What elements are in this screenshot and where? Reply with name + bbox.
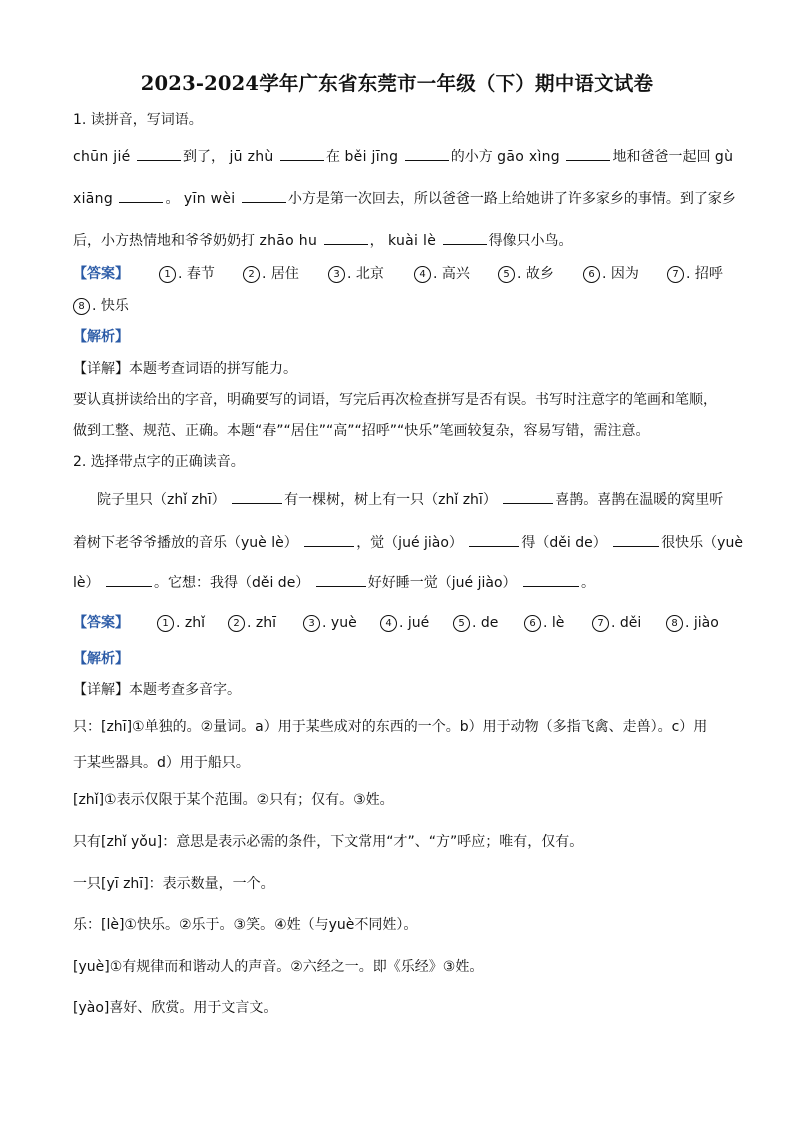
blank <box>613 532 659 547</box>
q1-line-1: chūn jié 到了， jū zhù 在 běi jīng 的小方 gāo xìng 地和爸爸一起回 gù <box>73 146 733 167</box>
q2-note-4: 只有[zhǐ yǒu]：意思是表示必需的条件，下文常用“才”、“方”呼应；唯有，仅有。 <box>73 834 584 850</box>
answer-item: 2 . 居住 <box>243 264 299 284</box>
q1-answer-row-2 <box>73 296 273 316</box>
q1-detail: 【详解】本题考查词语的拼写能力。 <box>73 361 297 377</box>
q2-answer-row: 【答案】 1 . zhǐ 2 . zhī 3 . yuè 4 . jué 5 . de 6 . lè 7 . děi 8 . jiào <box>73 615 719 631</box>
q2-stem: 2. 选择带点字的正确读音。 <box>73 454 245 470</box>
q2-note-8: [yào]喜好、欣赏。用于文言文。 <box>73 1000 278 1016</box>
blank <box>405 146 449 161</box>
blank <box>324 230 368 245</box>
blank <box>469 532 519 547</box>
blank <box>523 572 579 587</box>
q1-detail-3: 做到工整、规范、正确。本题“春”“居住”“高”“招呼”“快乐”笔画较复杂，容易写错，需注意。 <box>73 423 650 439</box>
blank <box>304 532 354 547</box>
answer-item: 6 . 因为 <box>583 264 639 284</box>
answer-item: 4 . 高兴 <box>414 264 470 284</box>
q1-detail-2: 要认真拼读给出的字音，明确要写的词语，写完后再次检查拼写是否有误。书写时注意字的笔画和笔顺， <box>73 392 717 408</box>
blank <box>106 572 152 587</box>
blank <box>232 489 282 504</box>
answer-item: 4 . jué <box>380 613 429 633</box>
answer-item: 1 . 春节 <box>159 264 215 284</box>
answer-item: 2 . zhī <box>228 613 276 633</box>
blank <box>280 146 324 161</box>
q2-detail: 【详解】本题考查多音字。 <box>73 682 241 698</box>
answer-item: 1 . zhǐ <box>157 613 205 633</box>
answer-item: 7 . děi <box>592 613 641 633</box>
blank <box>242 188 286 203</box>
q2-analysis-label: 【解析】 <box>73 651 129 667</box>
q1-line-3: 后，小方热情地和爷爷奶奶打 zhāo hu ， kuài lè 得像只小鸟。 <box>73 230 573 251</box>
answer-item: 8 . 快乐 <box>73 296 129 316</box>
q1-line-2: xiāng 。 yīn wèi 小方是第一次回去，所以爸爸一路上给她讲了许多家乡的事情。到了家乡 <box>73 188 736 209</box>
q1-stem: 1. 读拼音，写词语。 <box>73 112 203 128</box>
blank <box>316 572 366 587</box>
answer-item: 3 . 北京 <box>328 264 384 284</box>
q1-answer-row: 【答案】 1 . 春节 2 . 居住 3 . 北京 4 . 高兴 5 . 故乡 6 . 因为 7 . 招呼 <box>73 266 723 282</box>
q2-line-3: lè） 。它想：我得（děi de） 好好睡一觉（jué jiào） 。 <box>73 572 595 593</box>
blank <box>137 146 181 161</box>
q2-line-1: 院子里只（zhǐ zhī） 有一棵树，树上有一只（zhǐ zhī） 喜鹊。喜鹊在温暖的窝里听 <box>97 489 723 510</box>
q2-note-2: 于某些器具。d）用于船只。 <box>73 755 250 771</box>
q2-note-3: [zhǐ]①表示仅限于某个范围。②只有；仅有。③姓。 <box>73 792 394 808</box>
answer-item: 3 . yuè <box>303 613 357 633</box>
q2-note-6: 乐：[lè]①快乐。②乐于。③笑。④姓（与yuè不同姓）。 <box>73 917 418 933</box>
blank <box>119 188 163 203</box>
answer-item: 7 . 招呼 <box>667 264 723 284</box>
answer-item: 8 . jiào <box>666 613 719 633</box>
q2-note-1: 只：[zhī]①单独的。②量词。a）用于某些成对的东西的一个。b）用于动物（多指飞禽、走兽）。c）用 <box>73 719 708 735</box>
answer-item: 5 . 故乡 <box>498 264 554 284</box>
q1-analysis-label: 【解析】 <box>73 329 129 345</box>
q2-line-2: 着树下老爷爷播放的音乐（yuè lè） ，觉（jué jiào） 得（děi de） 很快乐（yuè <box>73 532 743 553</box>
answer-item: 6 . lè <box>524 613 564 633</box>
blank <box>566 146 610 161</box>
q2-note-7: [yuè]①有规律而和谐动人的声音。②六经之一。即《乐经》③姓。 <box>73 959 484 975</box>
blank <box>443 230 487 245</box>
answer-item: 5 . de <box>453 613 498 633</box>
blank <box>503 489 553 504</box>
q2-note-5: 一只[yī zhī]：表示数量，一个。 <box>73 876 275 892</box>
page-title: 2023-2024学年广东省东莞市一年级（下）期中语文试卷 <box>140 72 654 95</box>
